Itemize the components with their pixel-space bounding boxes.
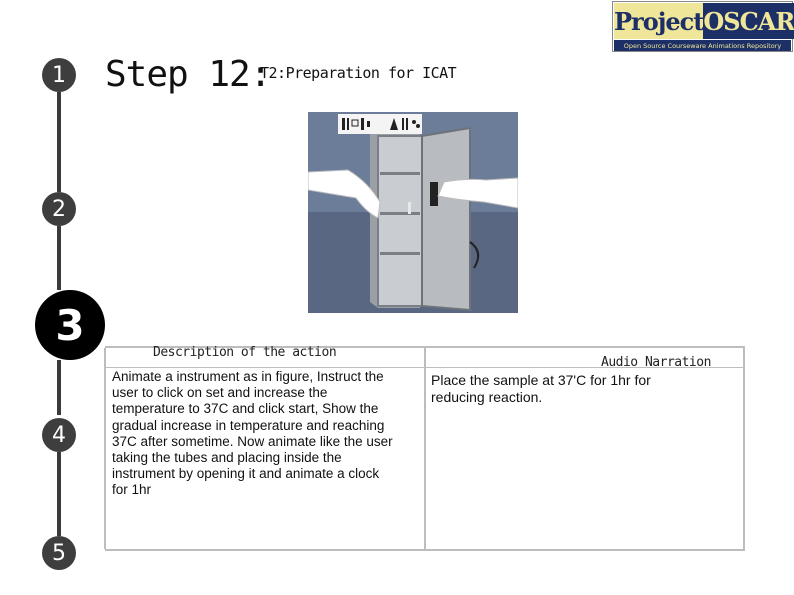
table-divider-left [104,348,106,549]
timeline-line-2 [57,226,61,290]
step-1-marker[interactable] [42,58,76,92]
logo-tagline: Open Source Courseware Animations Repository [614,40,791,51]
step-3-marker-active[interactable] [35,290,105,360]
description-text: Animate a instrument as in figure, Instruct the user to click on set and increase the temperature to 37C and click start, Show the gradual increase in temperature and reaching 37C after sometime. Now animate like the user taking the tubes and placing inside the instrument by opening it and animate a clock for 1hr [112,369,393,498]
step-5-marker[interactable] [42,536,76,570]
timeline-line-3 [57,360,61,415]
action-narration-table [105,346,745,551]
page-title: Step 12: [105,54,271,95]
step-5-label: 5 [52,540,66,566]
timeline-line-1 [57,92,61,192]
step-1-label: 1 [52,62,66,88]
incubator-illustration [308,112,518,313]
step-3-label: 3 [55,300,85,350]
description-header: Description of the action [153,345,337,360]
audio-narration-header: Audio Narration [601,355,711,370]
timeline-line-4 [57,452,61,536]
step-4-marker[interactable] [42,418,76,452]
logo-right-word: OSCAR [703,3,794,39]
audio-narration-text: Place the sample at 37'C for 1hr for reducing reaction. [431,372,651,405]
logo-left-word: Project [614,3,703,39]
step-4-label: 4 [52,422,66,448]
project-oscar-logo [612,1,793,52]
step-2-marker[interactable] [42,192,76,226]
table-divider-right [743,348,745,549]
table-divider-mid [424,348,426,549]
page-subtitle: T2:Preparation for ICAT [260,64,457,82]
step-2-label: 2 [52,196,66,222]
